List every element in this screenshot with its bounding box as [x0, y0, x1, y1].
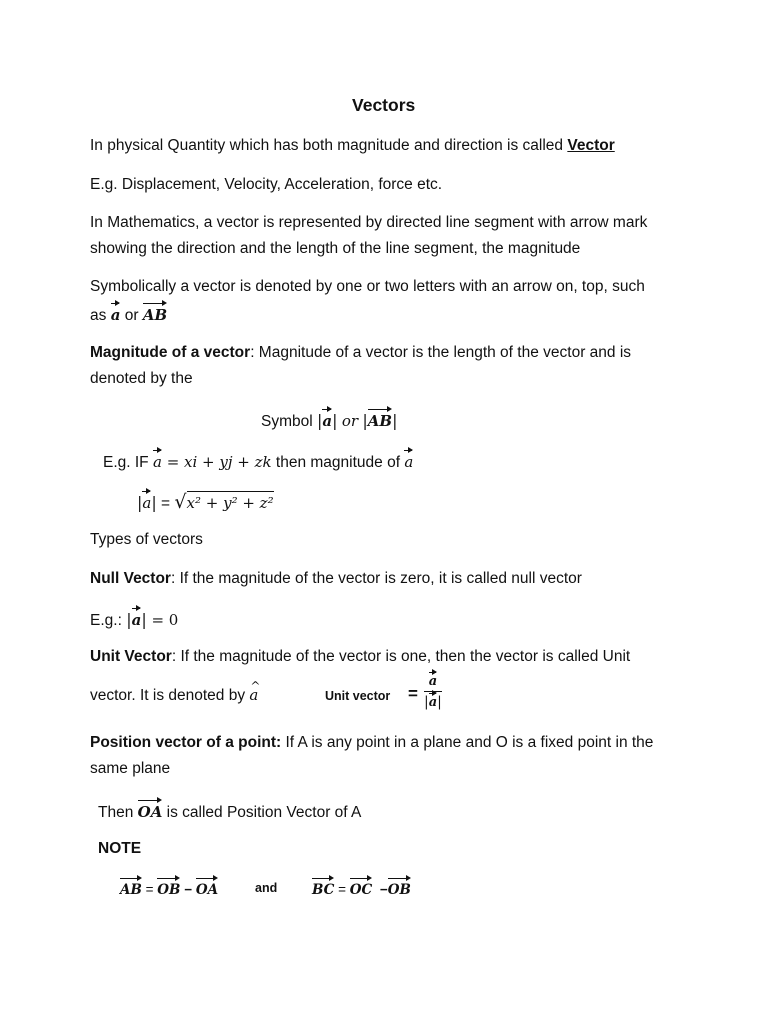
position-vector-statement: [98, 800, 361, 823]
null-eg-prefix: E.g.:: [90, 612, 127, 629]
magnitude-ab: AB: [368, 409, 392, 431]
types-heading: Types of vectors: [90, 531, 203, 548]
vector-examples: E.g. Displacement, Velocity, Acceleration, force etc.: [90, 176, 443, 193]
note-oa: OA: [196, 878, 218, 900]
note-ob: OB: [157, 878, 180, 900]
magnitude-symbol: Symbol |a| or |AB|: [261, 411, 398, 430]
note-eq1: =: [141, 882, 158, 897]
unit-vector-text: : If the magnitude of the vector is one, then the vector is called Unit: [171, 648, 631, 665]
unit-vector-line2: [90, 685, 258, 706]
then-text: Then: [98, 804, 138, 821]
note-eq2: =: [334, 882, 350, 897]
position-vector-oa: OA: [138, 800, 163, 822]
unit-vector-hat-a: ^ a: [249, 685, 258, 705]
note-equation-1: [120, 878, 218, 900]
example-prefix: E.g. IF: [103, 454, 153, 471]
page-title: Vectors: [352, 95, 416, 115]
position-vector-suffix: is called Position Vector of A: [162, 804, 362, 821]
note-bc: BC: [312, 878, 334, 900]
symbolic-prefix: as: [90, 307, 111, 324]
note-equation-2: [312, 878, 411, 900]
symbolic-notation-line2: [90, 303, 167, 326]
magnitude-line2: denoted by the: [90, 370, 193, 387]
magnitude-example: [103, 450, 413, 473]
null-vector-definition: [90, 569, 582, 589]
magnitude-text: : Magnitude of a vector is the length of the vector and is: [250, 344, 632, 361]
math-representation-line1: In Mathematics, a vector is represented by directed line segment with arrow mark: [90, 214, 648, 231]
unit-vector-definition: [90, 647, 630, 667]
magnitude-heading: Magnitude of a vector: [90, 344, 251, 361]
magnitude-formula: |a| = √x² + y² + z²: [137, 491, 274, 513]
null-vector-text: : If the magnitude of the vector is zero, it is called null vector: [170, 570, 582, 587]
position-vector-definition: [90, 733, 653, 753]
unit-vector-equals: =: [408, 684, 418, 703]
fraction-denominator-a: a: [428, 695, 438, 710]
symbol-label: Symbol: [261, 413, 317, 430]
unit-vector-label: Unit vector: [325, 689, 391, 703]
formula-equals: =: [156, 495, 175, 512]
unit-vector-denoted: vector. It is denoted by: [90, 687, 250, 704]
vector-definition: [90, 136, 615, 156]
vector-definition-text: In physical Quantity which has both magnitude and direction is called: [90, 137, 568, 154]
math-representation-line2: showing the direction and the length of the line segment, the magnitude: [90, 240, 581, 257]
symbolic-or: or: [120, 307, 143, 324]
note-ob2: OB: [388, 878, 411, 900]
note-oc: OC: [350, 878, 373, 900]
formula-a: a: [142, 491, 151, 513]
magnitude-or: or: [341, 412, 359, 430]
null-eg-a: a: [132, 608, 142, 630]
note-ab: AB: [120, 878, 142, 900]
null-vector-example: E.g.: |a| = 0: [90, 610, 179, 629]
note-and: and: [255, 881, 278, 895]
unit-vector-fraction: $\frac{a}{|a|}$: [424, 674, 442, 710]
vector-keyword: Vector: [567, 137, 615, 154]
formula-radicand: x² + y² + z²: [187, 491, 274, 513]
example-a2: a: [404, 450, 413, 472]
fraction-numerator-a: a: [428, 674, 438, 689]
position-vector-line2: same plane: [90, 760, 171, 777]
magnitude-a: a: [322, 409, 332, 431]
example-a: a: [153, 450, 162, 472]
example-equation: = xi + yj + zk: [161, 453, 272, 471]
symbolic-notation-line1: Symbolically a vector is denoted by one or two letters with an arrow on, top, such: [90, 278, 645, 295]
note-minus1: −: [180, 882, 196, 897]
position-vector-heading: Position vector of a point:: [90, 734, 282, 751]
note-minus2: −: [372, 882, 388, 897]
vector-a-symbol: a: [111, 303, 121, 325]
null-vector-heading: Null Vector: [90, 570, 171, 587]
magnitude-definition: [90, 343, 631, 363]
vector-ab-symbol: AB: [143, 303, 167, 325]
position-vector-text: If A is any point in a plane and O is a fixed point in the: [281, 734, 654, 751]
null-eg-rhs: = 0: [146, 611, 179, 629]
unit-vector-heading: Unit Vector: [90, 648, 172, 665]
note-heading: NOTE: [98, 840, 142, 857]
example-suffix: then magnitude of: [271, 454, 405, 471]
